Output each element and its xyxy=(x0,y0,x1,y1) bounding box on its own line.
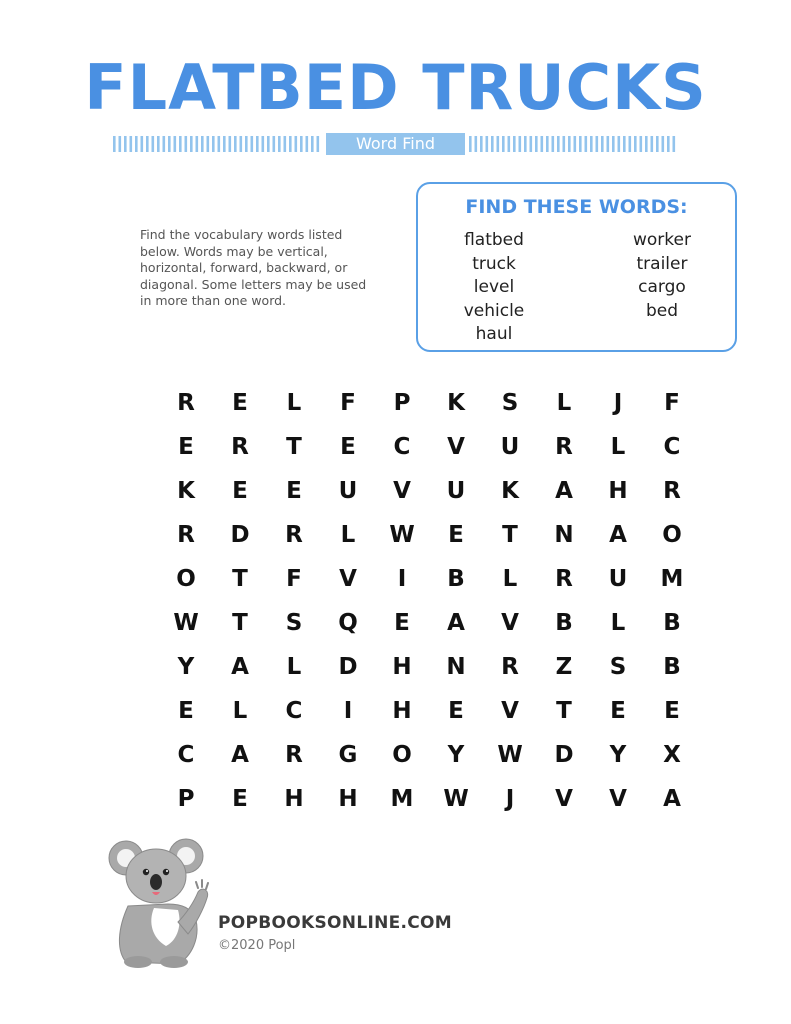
grid-letter: R xyxy=(285,522,303,548)
grid-letter: C xyxy=(393,434,411,460)
grid-letter: A xyxy=(555,478,573,504)
koala-icon xyxy=(108,838,220,968)
grid-letter: W xyxy=(389,522,415,548)
copyright-notice: ©2020 Popl xyxy=(218,938,296,953)
grid-letter: O xyxy=(392,742,412,768)
grid-letter: R xyxy=(177,390,195,416)
word-item: truck xyxy=(472,253,516,274)
grid-letter: C xyxy=(285,698,303,724)
grid-letter: Z xyxy=(555,654,573,680)
grid-letter: A xyxy=(231,742,249,768)
grid-letter: E xyxy=(610,698,626,724)
grid-letter: E xyxy=(394,610,410,636)
grid-letter: B xyxy=(663,654,681,680)
grid-letter: M xyxy=(660,566,684,592)
grid-letter: S xyxy=(285,610,303,636)
grid-letter: E xyxy=(286,478,302,504)
grid-letter: H xyxy=(284,786,304,812)
grid-letter: C xyxy=(177,742,195,768)
grid-letter: E xyxy=(178,434,194,460)
grid-letter: L xyxy=(232,698,248,724)
grid-letter: A xyxy=(231,654,249,680)
grid-letter: R xyxy=(285,742,303,768)
word-item: flatbed xyxy=(464,230,524,250)
grid-letter: V xyxy=(609,786,627,812)
grid-letter: C xyxy=(663,434,681,460)
grid-letter: F xyxy=(286,566,302,592)
grid-letter: V xyxy=(501,698,519,724)
grid-letter: H xyxy=(338,786,358,812)
word-list-column-2 xyxy=(592,229,732,323)
grid-letter: R xyxy=(555,434,573,460)
grid-letter: H xyxy=(608,478,628,504)
grid-letter: P xyxy=(393,390,411,416)
page-title: FLATBED TRUCKS xyxy=(84,51,707,124)
grid-letter: M xyxy=(390,786,414,812)
grid-letter: A xyxy=(609,522,627,548)
grid-letter: I xyxy=(343,698,353,724)
grid-letter: E xyxy=(178,698,194,724)
grid-letter: U xyxy=(446,478,466,504)
grid-letter: Y xyxy=(609,742,627,768)
grid-letter: E xyxy=(340,434,356,460)
grid-letter: D xyxy=(338,654,358,680)
word-list-column-1 xyxy=(424,229,564,347)
grid-letter: E xyxy=(232,478,248,504)
grid-letter: G xyxy=(338,742,358,768)
grid-letter: R xyxy=(177,522,195,548)
grid-letter: E xyxy=(448,698,464,724)
grid-letter: D xyxy=(554,742,574,768)
grid-letter: U xyxy=(338,478,358,504)
grid-letter: L xyxy=(502,566,518,592)
grid-letter: U xyxy=(500,434,520,460)
instructions-text: Find the vocabulary words listed below. Words may be vertical, horizontal, forward, backward, or diagonal. Some letters may be used in more than one word. xyxy=(140,227,367,308)
grid-letter: E xyxy=(448,522,464,548)
grid-letter: L xyxy=(286,654,302,680)
grid-letter: T xyxy=(286,434,302,460)
grid-letter: W xyxy=(443,786,469,812)
grid-letter: E xyxy=(664,698,680,724)
grid-letter: E xyxy=(232,786,248,812)
grid-letter: Q xyxy=(338,610,358,636)
grid-letter: B xyxy=(663,610,681,636)
grid-letter: V xyxy=(393,478,411,504)
word-list-box xyxy=(416,182,737,352)
grid-letter: A xyxy=(447,610,465,636)
grid-letter: K xyxy=(447,390,465,416)
grid-letter: V xyxy=(555,786,573,812)
grid-letter: W xyxy=(173,610,199,636)
grid-letter: E xyxy=(232,390,248,416)
grid-letter: F xyxy=(340,390,356,416)
grid-letter: P xyxy=(177,786,195,812)
grid-letter: L xyxy=(610,434,626,460)
grid-letter: Y xyxy=(177,654,195,680)
grid-letter: K xyxy=(177,478,195,504)
grid-letter: B xyxy=(447,566,465,592)
grid-letter: K xyxy=(501,478,519,504)
word-item: cargo xyxy=(638,277,686,297)
grid-letter: R xyxy=(555,566,573,592)
grid-letter: V xyxy=(447,434,465,460)
word-item: bed xyxy=(645,300,679,321)
grid-letter: T xyxy=(232,610,248,636)
grid-letter: A xyxy=(663,786,681,812)
word-item: vehicle xyxy=(463,300,525,321)
grid-letter: T xyxy=(232,566,248,592)
grid-letter: R xyxy=(501,654,519,680)
grid-letter: B xyxy=(555,610,573,636)
grid-letter: F xyxy=(664,390,680,416)
word-item: haul xyxy=(475,324,513,344)
subtitle-banner: Word Find xyxy=(326,133,465,155)
grid-letter: W xyxy=(497,742,523,768)
grid-letter: H xyxy=(392,698,412,724)
letter-grid xyxy=(159,381,699,817)
grid-letter: U xyxy=(608,566,628,592)
grid-letter: L xyxy=(286,390,302,416)
grid-letter: L xyxy=(610,610,626,636)
grid-letter: T xyxy=(556,698,572,724)
grid-letter: X xyxy=(663,742,681,768)
grid-letter: T xyxy=(502,522,518,548)
word-item: worker xyxy=(633,230,691,250)
grid-letter: I xyxy=(397,566,407,592)
grid-letter: V xyxy=(501,610,519,636)
grid-letter: J xyxy=(613,390,623,416)
grid-letter: L xyxy=(556,390,572,416)
grid-letter: R xyxy=(231,434,249,460)
grid-letter: O xyxy=(662,522,682,548)
grid-letter: N xyxy=(554,522,574,548)
grid-letter: V xyxy=(339,566,357,592)
grid-letter: L xyxy=(340,522,356,548)
grid-letter: S xyxy=(501,390,519,416)
website-url: POPBOOKSONLINE.COM xyxy=(218,913,453,933)
word-item: trailer xyxy=(636,253,688,274)
grid-letter: H xyxy=(392,654,412,680)
right-divider-stripes xyxy=(468,133,679,155)
grid-letter: S xyxy=(609,654,627,680)
word-item: level xyxy=(473,277,515,297)
grid-letter: R xyxy=(663,478,681,504)
grid-letter: D xyxy=(230,522,250,548)
grid-letter: Y xyxy=(447,742,465,768)
word-list-heading: FIND THESE WORDS: xyxy=(465,196,688,218)
grid-letter: O xyxy=(176,566,196,592)
grid-letter: J xyxy=(505,786,515,812)
left-divider-stripes xyxy=(112,133,322,155)
grid-letter: N xyxy=(446,654,466,680)
